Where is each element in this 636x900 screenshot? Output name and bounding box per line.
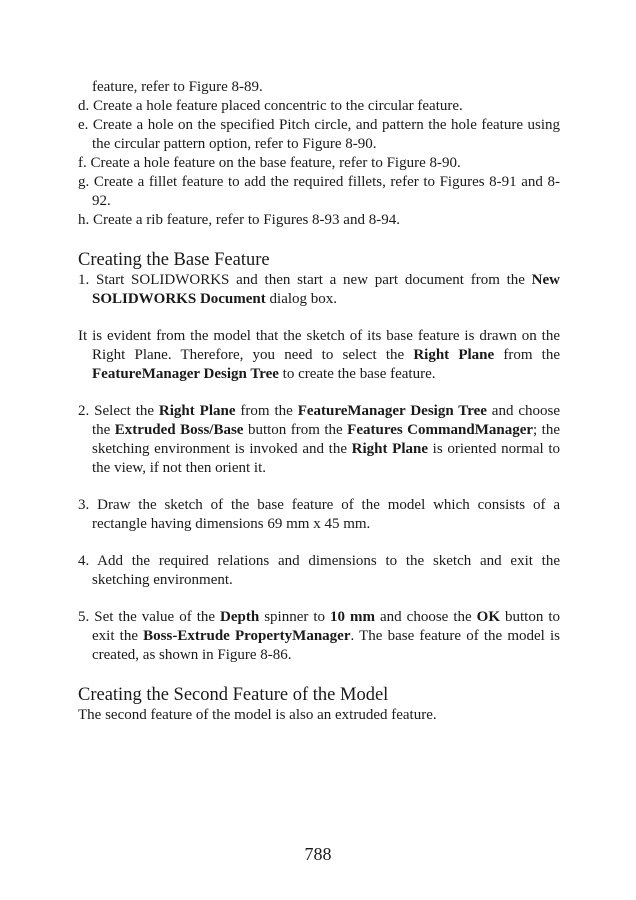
- list-item-e: e. Create a hole on the specified Pitch circle, and pattern the hole feature using the circular pattern option, refer to Figure 8-90.: [78, 117, 560, 152]
- section-heading-base-feature: Creating the Base Feature: [78, 250, 270, 270]
- list-item-f: f. Create a hole feature on the base feature, refer to Figure 8-90.: [78, 155, 461, 171]
- step-2: 2. Select the Right Plane from the FeatureManager Design Tree and choose the Extruded Boss/Base button from the Features CommandManager; the sketching environment is invoked and the Right Plane is oriented normal to the view, if not then orient it.: [78, 403, 560, 476]
- list-item-g: g. Create a fillet feature to add the required fillets, refer to Figures 8-91 and 8-92.: [78, 174, 560, 209]
- list-item-d: d. Create a hole feature placed concentric to the circular feature.: [78, 98, 463, 114]
- list-item-h: h. Create a rib feature, refer to Figures 8-93 and 8-94.: [78, 212, 400, 228]
- step-5: 5. Set the value of the Depth spinner to 10 mm and choose the OK button to exit the Boss-Extrude PropertyManager. The base feature of the model is created, as shown in Figure 8-86.: [78, 609, 560, 663]
- page-number: 788: [304, 844, 332, 864]
- list-item-c-tail: feature, refer to Figure 8-89.: [92, 79, 263, 95]
- paragraph-right-plane: It is evident from the model that the sketch of its base feature is drawn on the Right Plane. Therefore, you need to select the Right Plane from the FeatureManager Design Tree to create the base feature.: [78, 328, 561, 382]
- step-3: 3. Draw the sketch of the base feature of the model which consists of a rectangle having dimensions 69 mm x 45 mm.: [78, 497, 560, 532]
- page-body: [78, 78, 560, 725]
- step-4: 4. Add the required relations and dimensions to the sketch and exit the sketching environment.: [78, 553, 560, 588]
- step-1: 1. Start SOLIDWORKS and then start a new part document from the New SOLIDWORKS Document dialog box.: [78, 272, 560, 307]
- paragraph-second-feature: The second feature of the model is also an extruded feature.: [78, 707, 437, 723]
- section-heading-second-feature: Creating the Second Feature of the Model: [78, 685, 389, 705]
